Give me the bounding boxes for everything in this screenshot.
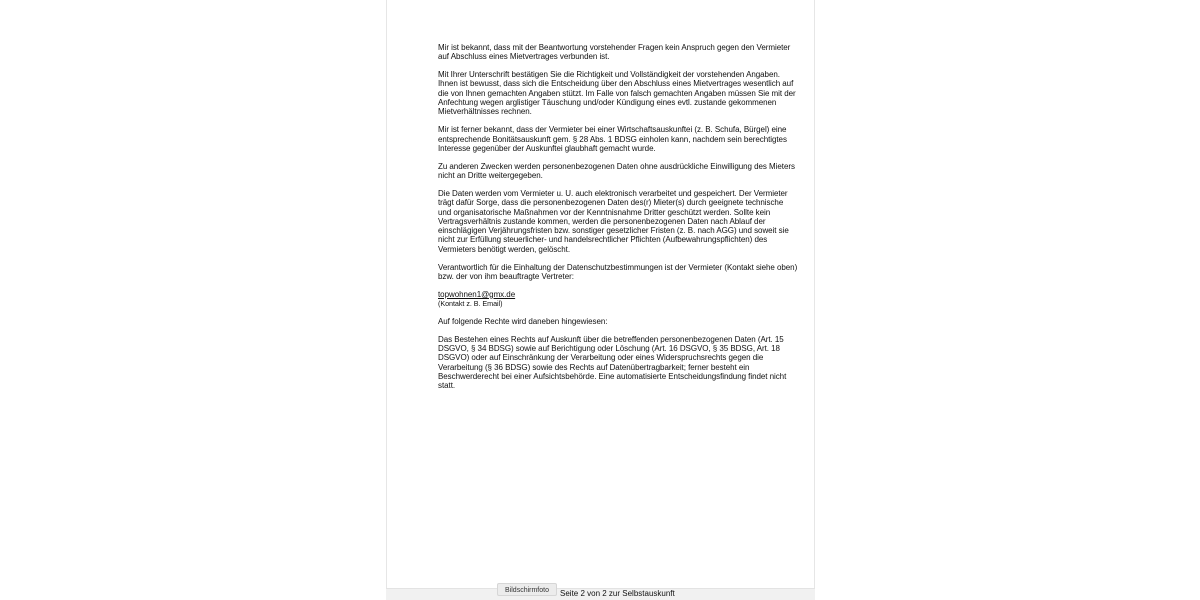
contact-block	[438, 290, 798, 309]
page-indicator: Seite 2 von 2 zur Selbstauskunft	[560, 589, 675, 598]
document-body	[438, 43, 798, 399]
contact-note: (Kontakt z. B. Email)	[438, 299, 503, 309]
document-page	[386, 0, 815, 600]
screenshot-label-button[interactable]: Bildschirmfoto	[497, 583, 557, 596]
paragraph-signature-confirmation: Mit Ihrer Unterschrift bestätigen Sie die Richtigkeit und Vollständigkeit der vorstehenden Angaben. Ihnen ist bewusst, dass sich die Entscheidung über den Abschluss eines Mietvertrages wesentlich auf die von Ihnen gemachten Angaben stützt. Im Falle von falsch gemachten Angaben müssen Sie mit der Anfechtung wegen arglistiger Täuschung und/oder Kündigung eines evtl. zustande gekommenen Mietverhältnisses rechnen.	[438, 70, 796, 117]
paragraph-responsible: Verantwortlich für die Einhaltung der Datenschutzbestimmungen ist der Vermieter (Kontakt siehe oben) bzw. der von ihm beauftragte Vertreter:	[438, 262, 798, 281]
contact-email-link[interactable]: topwohnen1@gmx.de	[438, 289, 516, 299]
viewer-background	[0, 0, 386, 600]
paragraph-data-processing: Die Daten werden vom Vermieter u. U. auch elektronisch verarbeitet und gespeichert. Der Vermieter trägt dafür Sorge, dass die personenbezogenen Daten des(r) Mieter(s) durch geeignete technische und organisatorische Maßnahmen vor der Kenntnisnahme Dritter geschützt werden. Sollte kein Vertragsverhältnis zustande kommen, werden die personenbezogenen Daten nach Ablauf der einschlägigen Verjährungsfristen bzw. sonstiger gesetzlicher Fristen (z. B. nach AGG) und soweit sie nicht zur Erfüllung steuerlicher- und handelsrechtlicher Pflichten (Aufbewahrungspflichten) des Vermieters benötigt werden, gelöscht.	[438, 188, 789, 254]
paragraph-third-parties: Zu anderen Zwecken werden personenbezogenen Daten ohne ausdrückliche Einwilligung des Mieters nicht an Dritte weitergegeben.	[438, 161, 795, 181]
rights-intro: Auf folgende Rechte wird daneben hingewiesen:	[438, 316, 608, 326]
paragraph-credit-check: Mir ist ferner bekannt, dass der Vermieter bei einer Wirtschaftsauskunftei (z. B. Schufa, Bürgel) eine entsprechende Bonitätsauskunft gem. § 28 Abs. 1 BDSG einholen kann, nachdem sein berechtigtes Interesse gegenüber der Auskunftei glaubhaft gemacht wurde.	[438, 125, 787, 153]
rights-text: Das Bestehen eines Rechts auf Auskunft über die betreffenden personenbezogenen Daten (Art. 15 DSGVO, § 34 BDSG) sowie auf Berichtigung oder Löschung (Art. 16 DSGVO, § 35 BDSG, Art. 18 DSGVO) oder auf Einschränkung der Verarbeitung oder eines Widerspruchsrechts gegen die Verarbeitung (§ 36 BDSG) sowie des Rechts auf Datenübertragbarkeit; ferner besteht ein Beschwerderecht bei einer Aufsichtsbehörde. Eine automatisierte Entscheidungsfindung findet nicht statt.	[438, 334, 787, 391]
paragraph-no-claim: Mir ist bekannt, dass mit der Beantwortung vorstehender Fragen kein Anspruch gegen den Vermieter auf Abschluss eines Mietvertrages verbunden ist.	[438, 43, 791, 62]
